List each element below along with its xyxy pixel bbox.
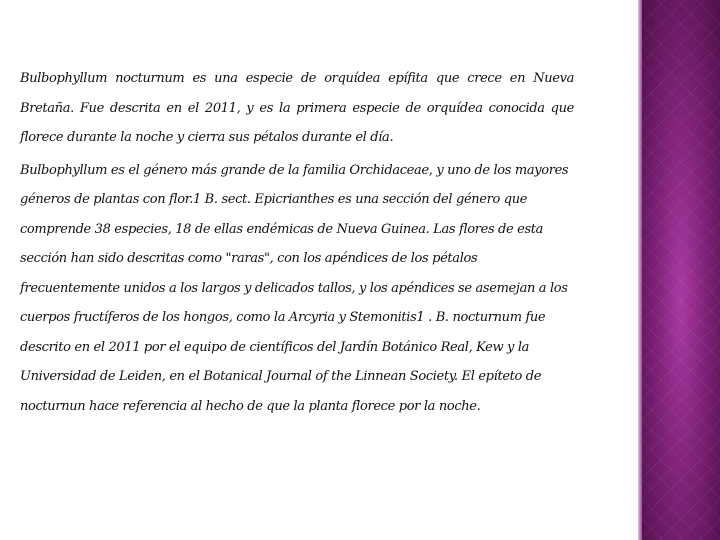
paragraph-intro: Bulbophyllum nocturnum es una especie de orquídea epífita que crece en Nueva Bretaña. Fue descrita en el 2011, y es la primera especie de orquídea conocida que florece durante la noche y cierra sus pétalos durante el día. [20,71,574,145]
paragraph-description: Bulbophyllum es el género más grande de la familia Orchidaceae, y uno de los mayores géneros de plantas con flor.1 B. sect. Epicrianthes es una sección del género que comprende 38 especies, 18 de ellas endémicas de Nueva Guinea. Las flores de esta sección han sido descritas como "raras", con los apéndices de los pétalos frecuentemente unidos a los largos y delicados tallos, y los apéndices se asemejan a los cuerpos fructíferos de los hongos, como la Arcyria y Stemonitis1 . B. nocturnum fue descrito en el 2011 por el equipo de científicos del Jardín Botánico Real, Kew y la Universidad de Leiden, en el Botanical Journal of the Linnean Society. El epíteto de nocturnun hace referencia al hecho de que la planta florece por la noche. [20,162,569,414]
slide-body-text [20,64,574,424]
decorative-purple-band [642,0,720,540]
